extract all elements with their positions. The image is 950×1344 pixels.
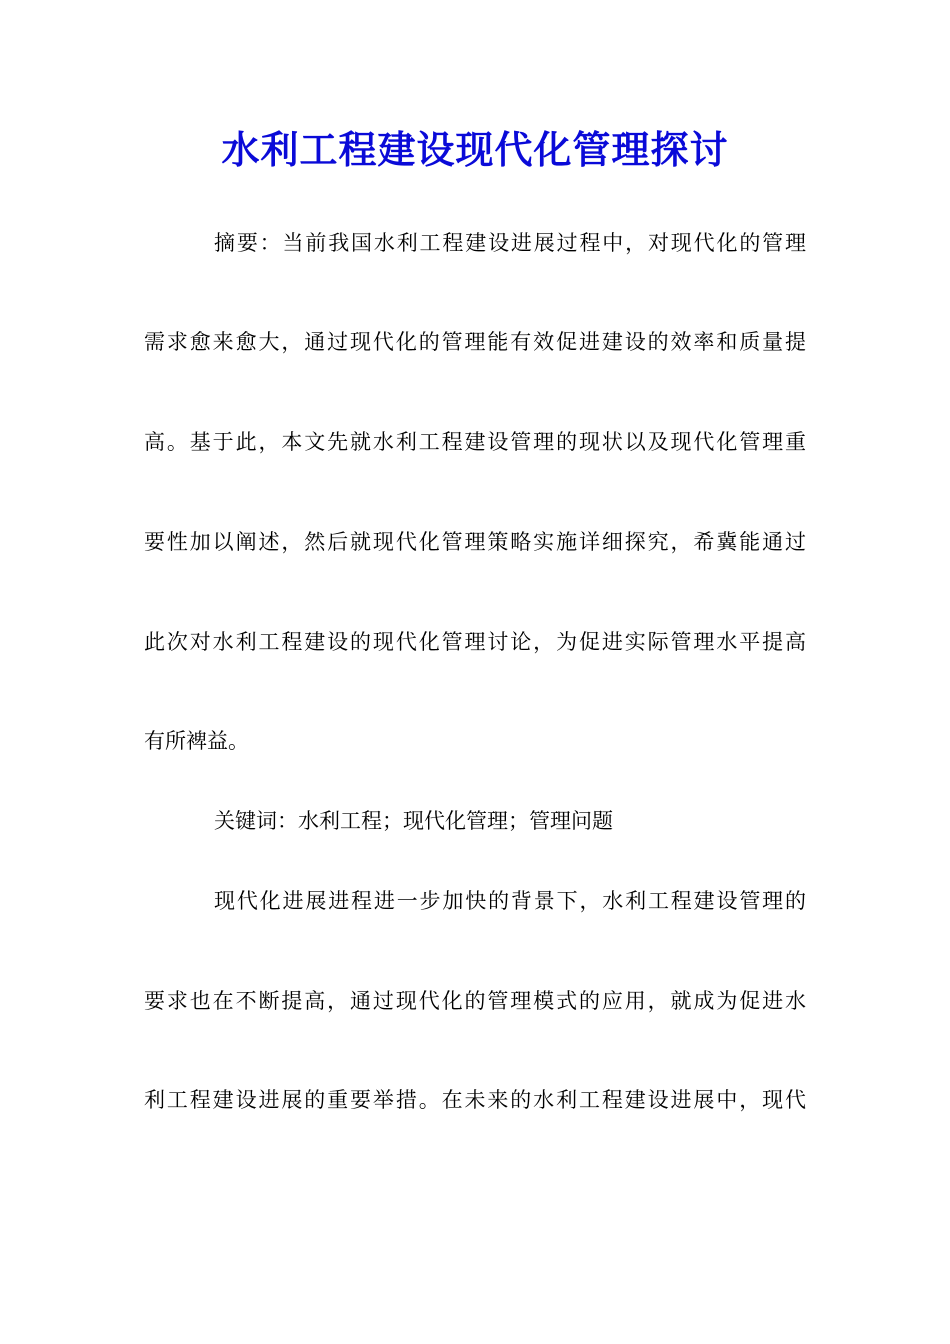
abstract-line-2: 需求愈来愈大，通过现代化的管理能有效促进建设的效率和质量提 [144, 330, 806, 354]
keywords-line: 关键词：水利工程；现代化管理；管理问题 [214, 809, 613, 833]
abstract-line-3: 高。基于此，本文先就水利工程建设管理的现状以及现代化管理重 [144, 430, 806, 454]
body-line-1: 现代化进展进程进一步加快的背景下，水利工程建设管理的 [214, 889, 806, 913]
abstract-line-6: 有所裨益。 [144, 729, 249, 753]
abstract-line-1: 摘要：当前我国水利工程建设进展过程中，对现代化的管理 [214, 231, 806, 255]
abstract-line-5: 此次对水利工程建设的现代化管理讨论，为促进实际管理水平提高 [144, 630, 806, 654]
body-line-3: 利工程建设进展的重要举措。在未来的水利工程建设进展中，现代 [144, 1088, 806, 1112]
body-line-2: 要求也在不断提高，通过现代化的管理模式的应用，就成为促进水 [144, 989, 806, 1013]
document-title: 水利工程建设现代化管理探讨 [221, 127, 729, 172]
abstract-line-4: 要性加以阐述，然后就现代化管理策略实施详细探究，希冀能通过 [144, 530, 806, 554]
